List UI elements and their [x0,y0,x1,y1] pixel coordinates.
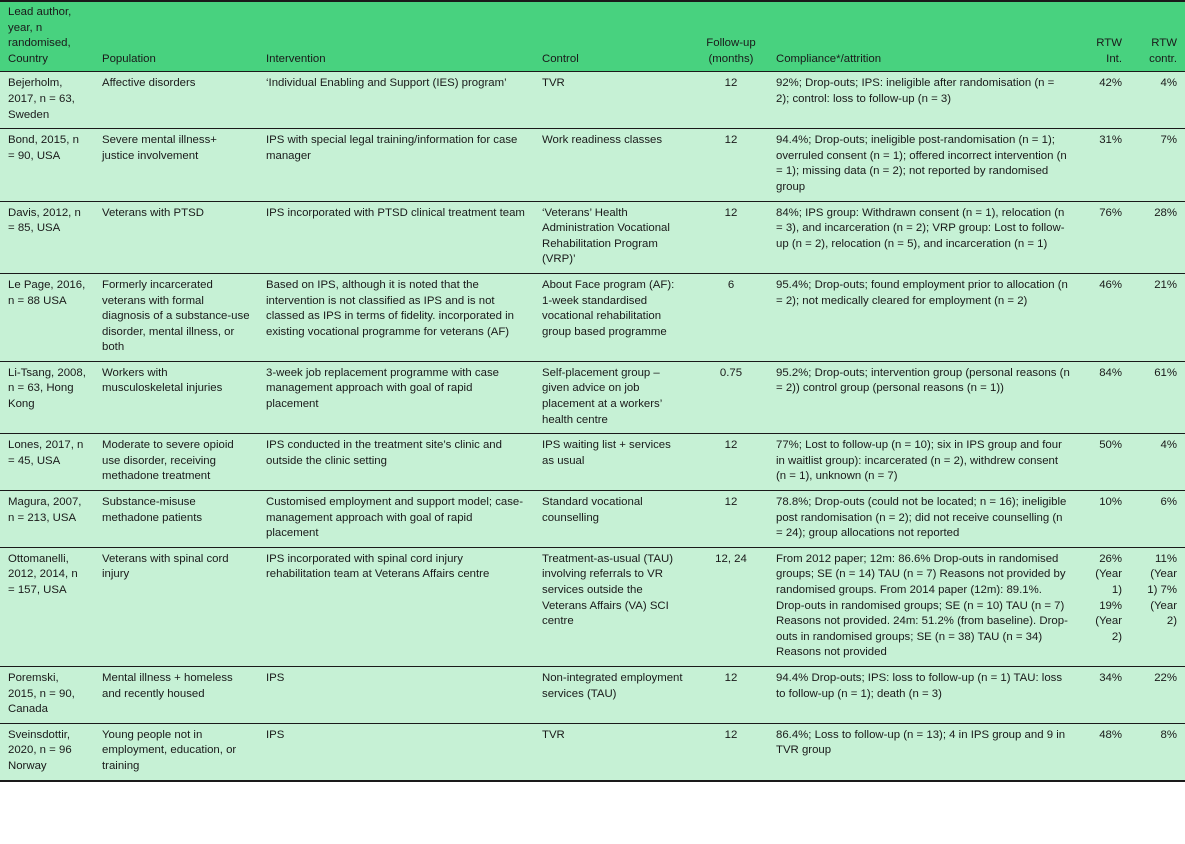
cell-followup: 12 [694,491,768,548]
cell-rtw-contr: 11% (Year 1) 7% (Year 2) [1130,547,1185,666]
cell-followup: 6 [694,273,768,361]
cell-intervention: Based on IPS, although it is noted that the intervention is not classified as IPS and is not classed as IPS in terms of fidelity. incorporated in existing vocational programme for veterans (AF) [258,273,534,361]
cell-author: Davis, 2012, n = 85, USA [0,201,94,273]
cell-compliance: From 2012 paper; 12m: 86.6% Drop-outs in randomised groups; SE (n = 14) TAU (n = 7) Reasons not provided by randomised groups. From 2014 paper (12m): 89.1%. Drop-outs in randomised groups; SE (n = 10) TAU (n = 7) Reasons not provided. 24m: 51.2% (from baseline). Drop-outs in randomised groups; SE (n = 38) TAU (n = 34) Reasons not provided [768,547,1078,666]
cell-rtw-contr: 61% [1130,361,1185,433]
cell-population: Moderate to severe opioid use disorder, receiving methadone treatment [94,434,258,491]
cell-followup: 12, 24 [694,547,768,666]
cell-intervention: IPS incorporated with PTSD clinical treatment team [258,201,534,273]
table-header [0,1,1185,72]
cell-compliance: 95.2%; Drop-outs; intervention group (personal reasons (n = 2)) control group (personal reasons (n = 1)) [768,361,1078,433]
header-compliance: Compliance*/attrition [768,1,1078,72]
table-row [0,129,1185,201]
cell-rtw-int: 26% (Year 1) 19% (Year 2) [1078,547,1130,666]
table-row [0,201,1185,273]
cell-followup: 12 [694,723,768,780]
cell-control: Self-placement group – given advice on job placement at a workers’ health centre [534,361,694,433]
cell-control: Non-integrated employment services (TAU) [534,666,694,723]
cell-intervention: 3-week job replacement programme with case management approach with goal of rapid placement [258,361,534,433]
cell-author: Ottomanelli, 2012, 2014, n = 157, USA [0,547,94,666]
cell-compliance: 94.4%; Drop-outs; ineligible post-randomisation (n = 1); overruled consent (n = 1); offered incorrect intervention (n = 1); missing data (n = 2); not reported by randomised group [768,129,1078,201]
cell-population: Severe mental illness+ justice involvement [94,129,258,201]
cell-control: Standard vocational counselling [534,491,694,548]
cell-intervention: IPS conducted in the treatment site’s clinic and outside the clinic setting [258,434,534,491]
cell-rtw-int: 31% [1078,129,1130,201]
cell-population: Veterans with spinal cord injury [94,547,258,666]
cell-author: Lones, 2017, n = 45, USA [0,434,94,491]
cell-author: Bejerholm, 2017, n = 63, Sweden [0,72,94,129]
header-author: Lead author, year, n randomised, Country [0,1,94,72]
cell-intervention: IPS [258,666,534,723]
table-row [0,723,1185,780]
cell-population: Affective disorders [94,72,258,129]
cell-rtw-int: 42% [1078,72,1130,129]
cell-control: Treatment-as-usual (TAU) involving referrals to VR services outside the Veterans Affairs (VA) SCI centre [534,547,694,666]
header-intervention: Intervention [258,1,534,72]
cell-compliance: 78.8%; Drop-outs (could not be located; n = 16); ineligible post randomisation (n = 2); did not receive counselling (n = 24); group allocations not reported [768,491,1078,548]
table-row [0,72,1185,129]
cell-author: Magura, 2007, n = 213, USA [0,491,94,548]
cell-followup: 12 [694,72,768,129]
cell-population: Workers with musculoskeletal injuries [94,361,258,433]
header-rtw-int: RTW Int. [1078,1,1130,72]
cell-rtw-contr: 22% [1130,666,1185,723]
header-followup: Follow-up (months) [694,1,768,72]
table-row [0,666,1185,723]
cell-rtw-int: 34% [1078,666,1130,723]
cell-compliance: 95.4%; Drop-outs; found employment prior to allocation (n = 2); not medically cleared for employment (n = 2) [768,273,1078,361]
cell-author: Poremski, 2015, n = 90, Canada [0,666,94,723]
cell-followup: 12 [694,666,768,723]
cell-author: Li-Tsang, 2008, n = 63, Hong Kong [0,361,94,433]
cell-intervention: ‘Individual Enabling and Support (IES) program’ [258,72,534,129]
cell-compliance: 84%; IPS group: Withdrawn consent (n = 1), relocation (n = 3), and incarceration (n = 2); VRP group: Lost to follow-up (n = 2), relocation (n = 5), and incarceration (n = 1) [768,201,1078,273]
cell-author: Bond, 2015, n = 90, USA [0,129,94,201]
cell-intervention: IPS with special legal training/information for case manager [258,129,534,201]
cell-compliance: 94.4% Drop-outs; IPS: loss to follow-up (n = 1) TAU: loss to follow-up (n = 1); death (n = 3) [768,666,1078,723]
cell-author: Sveinsdottir, 2020, n = 96 Norway [0,723,94,780]
table-row [0,491,1185,548]
cell-rtw-contr: 8% [1130,723,1185,780]
cell-followup: 12 [694,434,768,491]
cell-intervention: Customised employment and support model; case-management approach with goal of rapid placement [258,491,534,548]
cell-compliance: 92%; Drop-outs; IPS: ineligible after randomisation (n = 2); control: loss to follow-up (n = 3) [768,72,1078,129]
cell-control: TVR [534,72,694,129]
cell-intervention: IPS incorporated with spinal cord injury rehabilitation team at Veterans Affairs centre [258,547,534,666]
cell-population: Young people not in employment, education, or training [94,723,258,780]
table-row [0,361,1185,433]
header-row [0,1,1185,72]
cell-rtw-int: 50% [1078,434,1130,491]
header-population: Population [94,1,258,72]
table-body [0,72,1185,781]
cell-population: Formerly incarcerated veterans with formal diagnosis of a substance-use disorder, mental illness, or both [94,273,258,361]
cell-control: IPS waiting list + services as usual [534,434,694,491]
cell-population: Veterans with PTSD [94,201,258,273]
cell-followup: 12 [694,129,768,201]
cell-population: Substance-misuse methadone patients [94,491,258,548]
cell-control: Work readiness classes [534,129,694,201]
cell-rtw-contr: 4% [1130,434,1185,491]
cell-population: Mental illness + homeless and recently housed [94,666,258,723]
cell-control: ‘Veterans’ Health Administration Vocational Rehabilitation Program (VRP)’ [534,201,694,273]
header-control: Control [534,1,694,72]
table-row [0,273,1185,361]
cell-rtw-int: 48% [1078,723,1130,780]
cell-compliance: 77%; Lost to follow-up (n = 10); six in IPS group and four in waitlist group): incarcerated (n = 2), withdrew consent (n = 1), unknown (n = 7) [768,434,1078,491]
cell-rtw-int: 46% [1078,273,1130,361]
cell-rtw-contr: 7% [1130,129,1185,201]
cell-compliance: 86.4%; Loss to follow-up (n = 13); 4 in IPS group and 9 in TVR group [768,723,1078,780]
cell-control: TVR [534,723,694,780]
cell-followup: 0.75 [694,361,768,433]
cell-control: About Face program (AF): 1-week standardised vocational rehabilitation group based programme [534,273,694,361]
cell-rtw-int: 84% [1078,361,1130,433]
cell-rtw-contr: 4% [1130,72,1185,129]
cell-followup: 12 [694,201,768,273]
cell-rtw-contr: 21% [1130,273,1185,361]
header-rtw-contr: RTW contr. [1130,1,1185,72]
cell-rtw-contr: 28% [1130,201,1185,273]
cell-rtw-contr: 6% [1130,491,1185,548]
table-row [0,434,1185,491]
cell-intervention: IPS [258,723,534,780]
cell-rtw-int: 10% [1078,491,1130,548]
cell-rtw-int: 76% [1078,201,1130,273]
table-row [0,547,1185,666]
cell-author: Le Page, 2016, n = 88 USA [0,273,94,361]
